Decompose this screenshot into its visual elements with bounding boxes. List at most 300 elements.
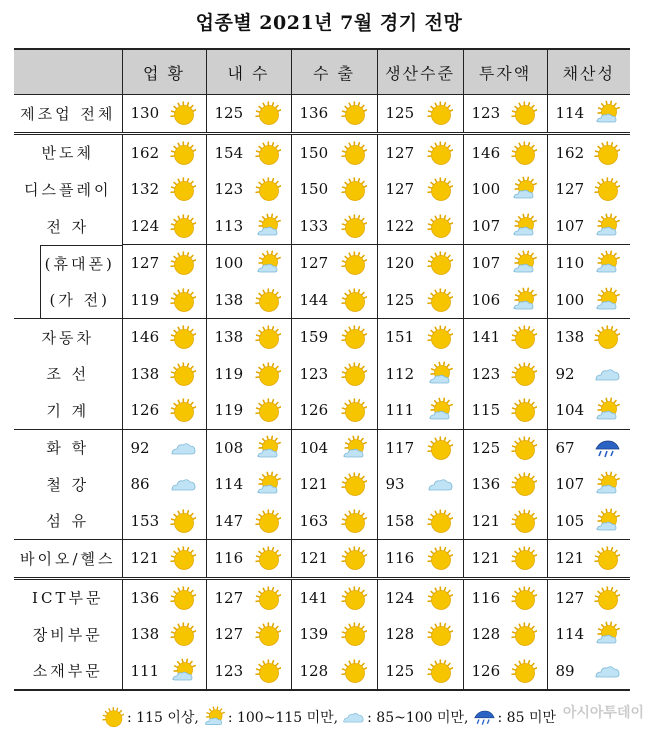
watermark: 아시아투데이 — [562, 705, 644, 721]
row-label: ICT부문 — [14, 578, 122, 616]
row-label: 장비부문 — [14, 616, 122, 653]
index-value: 121 — [299, 549, 329, 568]
partly-cloudy-icon — [511, 287, 537, 313]
value-cell — [547, 282, 630, 319]
value-cell — [122, 429, 206, 466]
index-value: 92 — [130, 438, 150, 457]
value-cell — [122, 616, 206, 653]
sunny-icon — [341, 250, 367, 276]
sunny-icon — [594, 176, 620, 202]
table-row — [14, 245, 630, 282]
sunny-icon — [170, 213, 196, 239]
sunny-icon — [255, 100, 281, 126]
value-cell — [122, 356, 206, 393]
sunny-icon — [170, 100, 196, 126]
rain-icon — [594, 435, 620, 461]
value-cell — [463, 95, 547, 134]
sunny-icon — [511, 324, 537, 350]
value-cell — [291, 282, 377, 319]
row-label: 화 학 — [14, 429, 122, 466]
value-cell — [463, 429, 547, 466]
value-cell — [122, 171, 206, 208]
table-row — [14, 95, 630, 134]
index-value: 116 — [471, 588, 501, 607]
index-value: 127 — [214, 625, 244, 644]
table-row — [14, 578, 630, 616]
value-cell — [206, 653, 291, 691]
index-value: 126 — [471, 661, 501, 680]
partly-cloudy-icon — [511, 250, 537, 276]
table-row — [14, 319, 630, 356]
row-label: 제조업 전체 — [14, 95, 122, 134]
table-row — [14, 356, 630, 393]
value-cell — [291, 503, 377, 540]
sunny-icon — [511, 508, 537, 534]
sunny-icon — [170, 621, 196, 647]
sunny-icon — [255, 324, 281, 350]
index-value: 150 — [299, 180, 329, 199]
value-cell — [122, 653, 206, 691]
index-value: 86 — [130, 475, 150, 494]
index-value: 128 — [385, 625, 415, 644]
index-value: 138 — [130, 625, 160, 644]
index-value: 146 — [471, 143, 501, 162]
cloudy-icon — [170, 471, 196, 497]
index-value: 138 — [214, 290, 244, 309]
page-title: 업종별 2021년 7월 경기 전망 — [195, 12, 463, 34]
index-value: 123 — [299, 364, 329, 383]
index-value: 125 — [385, 104, 415, 123]
index-value: 116 — [214, 549, 244, 568]
index-value: 133 — [299, 216, 329, 235]
sunny-icon — [170, 140, 196, 166]
table-row — [14, 503, 630, 540]
sunny-icon — [170, 397, 196, 423]
index-value: 121 — [471, 511, 501, 530]
index-value: 127 — [299, 254, 329, 273]
value-cell — [547, 578, 630, 616]
index-value: 125 — [214, 104, 244, 123]
value-cell — [122, 578, 206, 616]
index-value: 126 — [130, 401, 160, 420]
value-cell — [122, 245, 206, 282]
index-value: 136 — [471, 475, 501, 494]
row-label: 바이오/헬스 — [14, 540, 122, 579]
sunny-icon — [341, 585, 367, 611]
sunny-icon — [341, 508, 367, 534]
value-cell — [377, 653, 463, 691]
value-cell — [206, 245, 291, 282]
partly-cloudy-icon — [255, 250, 281, 276]
column-header: 채산성 — [547, 49, 630, 95]
value-cell — [547, 133, 630, 171]
row-label: 기 계 — [14, 392, 122, 429]
row-label: 자동차 — [14, 319, 122, 356]
sunny-icon — [511, 100, 537, 126]
cloudy-icon — [594, 658, 620, 684]
value-cell — [206, 616, 291, 653]
sunny-icon — [170, 250, 196, 276]
index-value: 119 — [214, 401, 244, 420]
rain-icon — [473, 706, 498, 728]
table-row — [14, 653, 630, 691]
sunny-icon — [427, 213, 453, 239]
value-cell — [547, 653, 630, 691]
sunny-icon — [341, 361, 367, 387]
value-cell — [291, 392, 377, 429]
value-cell — [547, 245, 630, 282]
sunny-icon — [341, 213, 367, 239]
sunny-icon — [255, 585, 281, 611]
partly-cloudy-icon — [427, 361, 453, 387]
sunny-icon — [170, 361, 196, 387]
value-cell — [377, 208, 463, 245]
value-cell — [547, 616, 630, 653]
index-value: 112 — [385, 364, 415, 383]
value-cell — [377, 616, 463, 653]
value-cell — [463, 245, 547, 282]
sunny-icon — [427, 250, 453, 276]
value-cell — [291, 208, 377, 245]
index-value: 163 — [299, 511, 329, 530]
index-value: 115 — [471, 401, 501, 420]
index-value: 132 — [130, 180, 160, 199]
sunny-icon — [427, 324, 453, 350]
index-value: 114 — [555, 104, 585, 123]
index-value: 121 — [130, 549, 160, 568]
value-cell — [206, 356, 291, 393]
index-value: 123 — [471, 364, 501, 383]
index-value: 136 — [299, 104, 329, 123]
value-cell — [122, 392, 206, 429]
value-cell — [122, 133, 206, 171]
index-value: 159 — [299, 328, 329, 347]
sunny-icon — [170, 324, 196, 350]
index-value: 127 — [214, 588, 244, 607]
sunny-icon — [427, 585, 453, 611]
sunny-icon — [341, 545, 367, 571]
value-cell — [206, 392, 291, 429]
sunny-icon — [170, 287, 196, 313]
cloudy-icon — [427, 471, 453, 497]
value-cell — [377, 356, 463, 393]
column-header: 내 수 — [206, 49, 291, 95]
value-cell — [547, 356, 630, 393]
value-cell — [463, 540, 547, 579]
value-cell — [291, 245, 377, 282]
value-cell — [291, 356, 377, 393]
partly-cloudy-icon — [170, 658, 196, 684]
index-value: 146 — [130, 328, 160, 347]
index-value: 125 — [385, 661, 415, 680]
column-header: 수 출 — [291, 49, 377, 95]
value-cell — [377, 282, 463, 319]
index-value: 123 — [471, 104, 501, 123]
value-cell — [122, 503, 206, 540]
partly-cloudy-icon — [341, 435, 367, 461]
value-cell — [122, 540, 206, 579]
index-value: 119 — [130, 290, 160, 309]
value-cell — [463, 282, 547, 319]
sub-group-line — [40, 282, 41, 319]
table-row — [14, 429, 630, 466]
index-value: 107 — [555, 475, 585, 494]
value-cell — [377, 245, 463, 282]
index-value: 122 — [385, 216, 415, 235]
value-cell — [291, 653, 377, 691]
index-value: 110 — [555, 254, 585, 273]
sunny-icon — [102, 706, 127, 728]
index-value: 136 — [130, 588, 160, 607]
index-value: 107 — [471, 216, 501, 235]
index-value: 116 — [385, 549, 415, 568]
index-value: 127 — [385, 143, 415, 162]
index-value: 150 — [299, 143, 329, 162]
index-value: 100 — [555, 290, 585, 309]
value-cell — [291, 429, 377, 466]
index-value: 153 — [130, 511, 160, 530]
value-cell — [206, 466, 291, 503]
row-label: (가 전) — [14, 282, 122, 319]
index-value: 124 — [385, 588, 415, 607]
value-cell — [463, 356, 547, 393]
sunny-icon — [427, 435, 453, 461]
sunny-icon — [341, 140, 367, 166]
index-value: 138 — [130, 364, 160, 383]
legend-item — [203, 706, 338, 728]
table-header-row — [14, 49, 630, 95]
sunny-icon — [594, 140, 620, 166]
value-cell — [463, 392, 547, 429]
value-cell — [122, 95, 206, 134]
sunny-icon — [255, 176, 281, 202]
row-label: 디스플레이 — [14, 171, 122, 208]
index-value: 114 — [214, 475, 244, 494]
sunny-icon — [511, 658, 537, 684]
partly-cloudy-icon — [203, 706, 228, 728]
index-value: 130 — [130, 104, 160, 123]
index-value: 123 — [214, 661, 244, 680]
table-row — [14, 171, 630, 208]
cloudy-icon — [594, 361, 620, 387]
sunny-icon — [427, 545, 453, 571]
sunny-icon — [511, 397, 537, 423]
index-value: 144 — [299, 290, 329, 309]
legend-item — [102, 706, 199, 728]
index-value: 127 — [385, 180, 415, 199]
index-value: 67 — [555, 438, 575, 457]
index-value: 127 — [555, 588, 585, 607]
index-value: 154 — [214, 143, 244, 162]
value-cell — [463, 319, 547, 356]
sunny-icon — [427, 100, 453, 126]
row-label: 전 자 — [14, 208, 122, 245]
value-cell — [206, 171, 291, 208]
sunny-icon — [255, 397, 281, 423]
partly-cloudy-icon — [594, 621, 620, 647]
index-value: 113 — [214, 216, 244, 235]
legend-item — [473, 706, 556, 728]
index-value: 121 — [555, 549, 585, 568]
legend-text: : 85 미만 — [497, 710, 556, 726]
sunny-icon — [255, 508, 281, 534]
value-cell — [463, 133, 547, 171]
index-value: 138 — [555, 328, 585, 347]
index-value: 92 — [555, 364, 575, 383]
sunny-icon — [427, 621, 453, 647]
index-value: 128 — [471, 625, 501, 644]
index-value: 107 — [471, 254, 501, 273]
index-value: 162 — [130, 143, 160, 162]
partly-cloudy-icon — [594, 471, 620, 497]
value-cell — [377, 540, 463, 579]
index-value: 126 — [299, 401, 329, 420]
table-row — [14, 133, 630, 171]
value-cell — [547, 171, 630, 208]
column-header: 투자액 — [463, 49, 547, 95]
value-cell — [206, 578, 291, 616]
sunny-icon — [341, 471, 367, 497]
value-cell — [206, 503, 291, 540]
index-value: 121 — [471, 549, 501, 568]
index-value: 125 — [471, 438, 501, 457]
value-cell — [377, 578, 463, 616]
index-value: 158 — [385, 511, 415, 530]
index-value: 100 — [214, 254, 244, 273]
partly-cloudy-icon — [511, 176, 537, 202]
partly-cloudy-icon — [255, 213, 281, 239]
value-cell — [122, 319, 206, 356]
value-cell — [463, 653, 547, 691]
forecast-table — [14, 48, 630, 691]
index-value: 111 — [385, 401, 415, 420]
value-cell — [547, 429, 630, 466]
sunny-icon — [341, 100, 367, 126]
value-cell — [122, 208, 206, 245]
partly-cloudy-icon — [594, 508, 620, 534]
index-value: 93 — [385, 475, 405, 494]
value-cell — [547, 540, 630, 579]
value-cell — [122, 282, 206, 319]
index-value: 111 — [130, 661, 160, 680]
value-cell — [463, 503, 547, 540]
value-cell — [291, 578, 377, 616]
sunny-icon — [427, 658, 453, 684]
index-value: 124 — [130, 216, 160, 235]
sunny-icon — [427, 287, 453, 313]
value-cell — [377, 466, 463, 503]
index-value: 162 — [555, 143, 585, 162]
sunny-icon — [511, 621, 537, 647]
table-row — [14, 208, 630, 245]
index-value: 123 — [214, 180, 244, 199]
value-cell — [377, 392, 463, 429]
row-label: (휴대폰) — [14, 245, 122, 282]
value-cell — [206, 95, 291, 134]
value-cell — [547, 466, 630, 503]
sunny-icon — [255, 545, 281, 571]
sunny-icon — [511, 140, 537, 166]
header-corner — [14, 49, 122, 95]
sunny-icon — [255, 361, 281, 387]
legend-text: : 85~100 미만, — [367, 710, 469, 726]
index-value: 117 — [385, 438, 415, 457]
partly-cloudy-icon — [594, 100, 620, 126]
value-cell — [547, 392, 630, 429]
value-cell — [377, 319, 463, 356]
index-value: 147 — [214, 511, 244, 530]
index-value: 100 — [471, 180, 501, 199]
sunny-icon — [511, 361, 537, 387]
value-cell — [206, 429, 291, 466]
table-row — [14, 616, 630, 653]
sunny-icon — [255, 287, 281, 313]
partly-cloudy-icon — [594, 213, 620, 239]
column-header: 생산수준 — [377, 49, 463, 95]
value-cell — [377, 95, 463, 134]
value-cell — [463, 616, 547, 653]
sunny-icon — [341, 658, 367, 684]
value-cell — [291, 466, 377, 503]
partly-cloudy-icon — [511, 213, 537, 239]
value-cell — [206, 319, 291, 356]
sunny-icon — [255, 621, 281, 647]
index-value: 141 — [299, 588, 329, 607]
partly-cloudy-icon — [594, 397, 620, 423]
sunny-icon — [341, 621, 367, 647]
index-value: 128 — [299, 661, 329, 680]
sunny-icon — [341, 324, 367, 350]
partly-cloudy-icon — [594, 287, 620, 313]
sunny-icon — [594, 585, 620, 611]
sunny-icon — [170, 176, 196, 202]
legend — [0, 706, 658, 732]
legend-item — [342, 706, 468, 728]
value-cell — [377, 171, 463, 208]
sunny-icon — [255, 140, 281, 166]
value-cell — [547, 503, 630, 540]
sunny-icon — [427, 140, 453, 166]
sub-group-line — [40, 245, 41, 282]
value-cell — [547, 95, 630, 134]
index-value: 127 — [130, 254, 160, 273]
value-cell — [377, 429, 463, 466]
index-value: 107 — [555, 216, 585, 235]
sunny-icon — [170, 585, 196, 611]
sunny-icon — [511, 585, 537, 611]
value-cell — [291, 95, 377, 134]
row-label: 조 선 — [14, 356, 122, 393]
row-label: 섬 유 — [14, 503, 122, 540]
partly-cloudy-icon — [255, 435, 281, 461]
sunny-icon — [594, 545, 620, 571]
partly-cloudy-icon — [594, 250, 620, 276]
value-cell — [291, 616, 377, 653]
value-cell — [463, 466, 547, 503]
value-cell — [122, 466, 206, 503]
value-cell — [377, 503, 463, 540]
value-cell — [206, 282, 291, 319]
partly-cloudy-icon — [427, 397, 453, 423]
index-value: 121 — [299, 475, 329, 494]
index-value: 151 — [385, 328, 415, 347]
index-value: 125 — [385, 290, 415, 309]
value-cell — [463, 208, 547, 245]
table-row — [14, 540, 630, 579]
sunny-icon — [511, 545, 537, 571]
index-value: 139 — [299, 625, 329, 644]
sunny-icon — [341, 397, 367, 423]
